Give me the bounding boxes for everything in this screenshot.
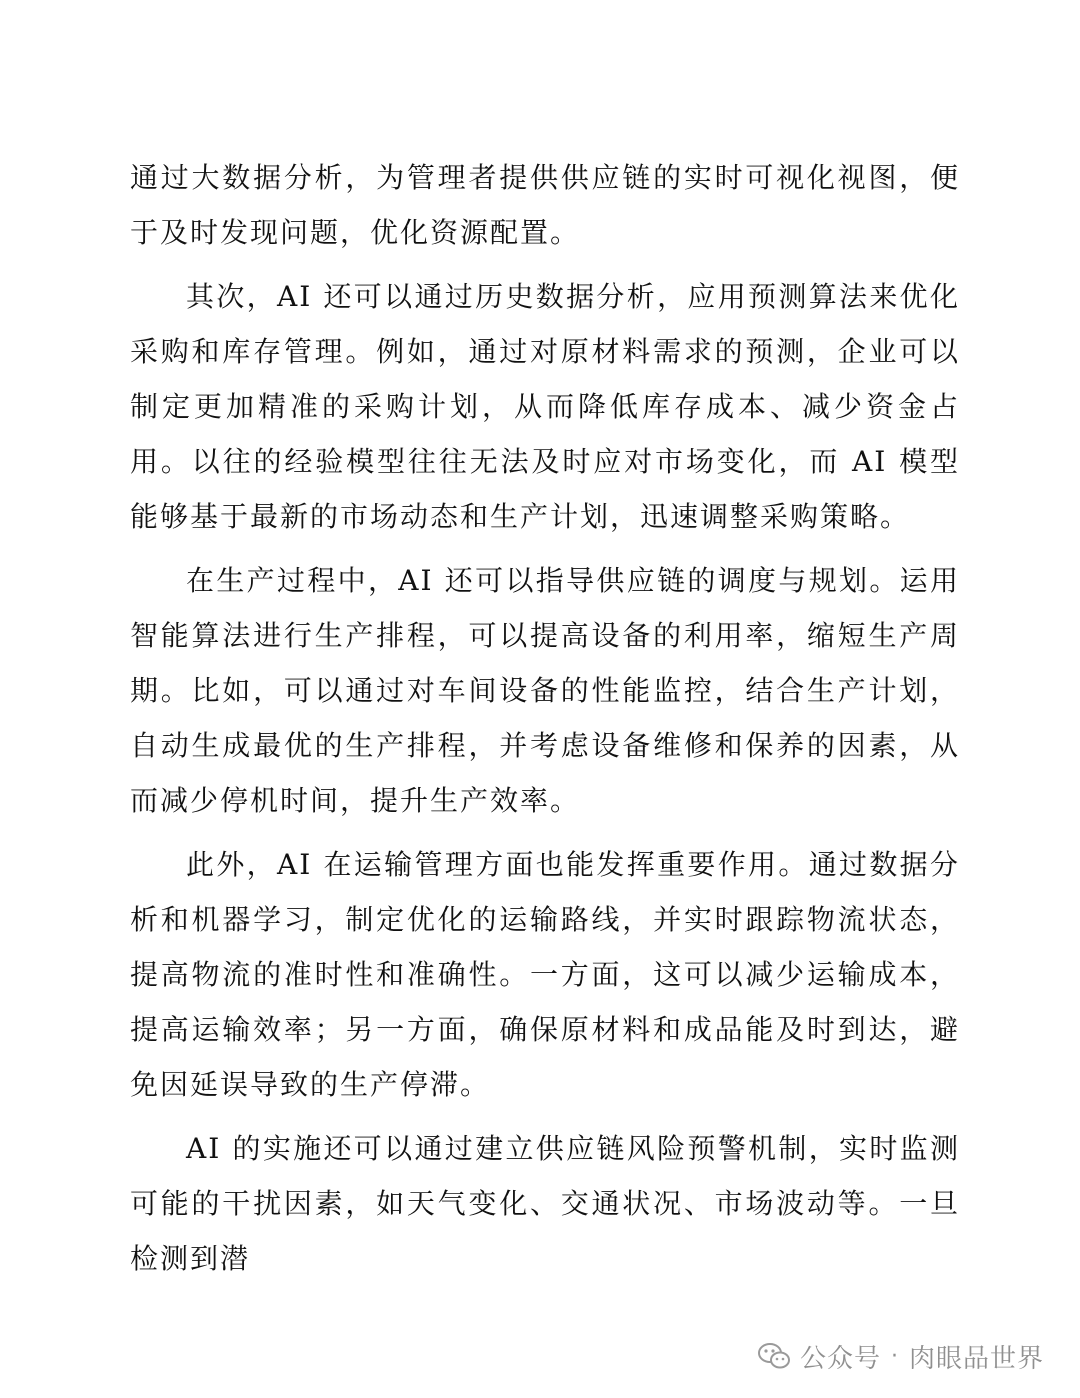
paragraph-2: 其次，AI 还可以通过历史数据分析，应用预测算法来优化采购和库存管理。例如，通过对原材料需求的预测，企业可以制定更加精准的采购计划，从而降低库存成本、减少资金占用。以往的经验模型往往无法及时应对市场变化，而 AI 模型能够基于最新的市场动态和生产计划，迅速调整采购策略。 (130, 280, 960, 533)
document-body (130, 150, 960, 1295)
wechat-icon (758, 1342, 790, 1370)
paragraph-5: AI 的实施还可以通过建立供应链风险预警机制，实时监测可能的干扰因素，如天气变化、交通状况、市场波动等。一旦检测到潜 (130, 1132, 960, 1275)
paragraph-4: 此外，AI 在运输管理方面也能发挥重要作用。通过数据分析和机器学习，制定优化的运输路线，并实时跟踪物流状态，提高物流的准时性和准确性。一方面，这可以减少运输成本，提高运输效率；另一方面，确保原材料和成品能及时到达，避免因延误导致的生产停滞。 (130, 848, 960, 1101)
watermark-label: 公众号 (799, 1343, 881, 1374)
wechat-account-watermark (758, 1336, 1044, 1376)
watermark-separator: · (890, 1343, 899, 1369)
paragraph-1: 通过大数据分析，为管理者提供供应链的实时可视化视图，便于及时发现问题，优化资源配置。 (130, 161, 960, 249)
watermark-account-name: 肉眼品世界 (908, 1343, 1044, 1374)
paragraph-3: 在生产过程中，AI 还可以指导供应链的调度与规划。运用智能算法进行生产排程，可以提高设备的利用率，缩短生产周期。比如，可以通过对车间设备的性能监控，结合生产计划，自动生成最优的生产排程，并考虑设备维修和保养的因素，从而减少停机时间，提升生产效率。 (130, 564, 960, 817)
